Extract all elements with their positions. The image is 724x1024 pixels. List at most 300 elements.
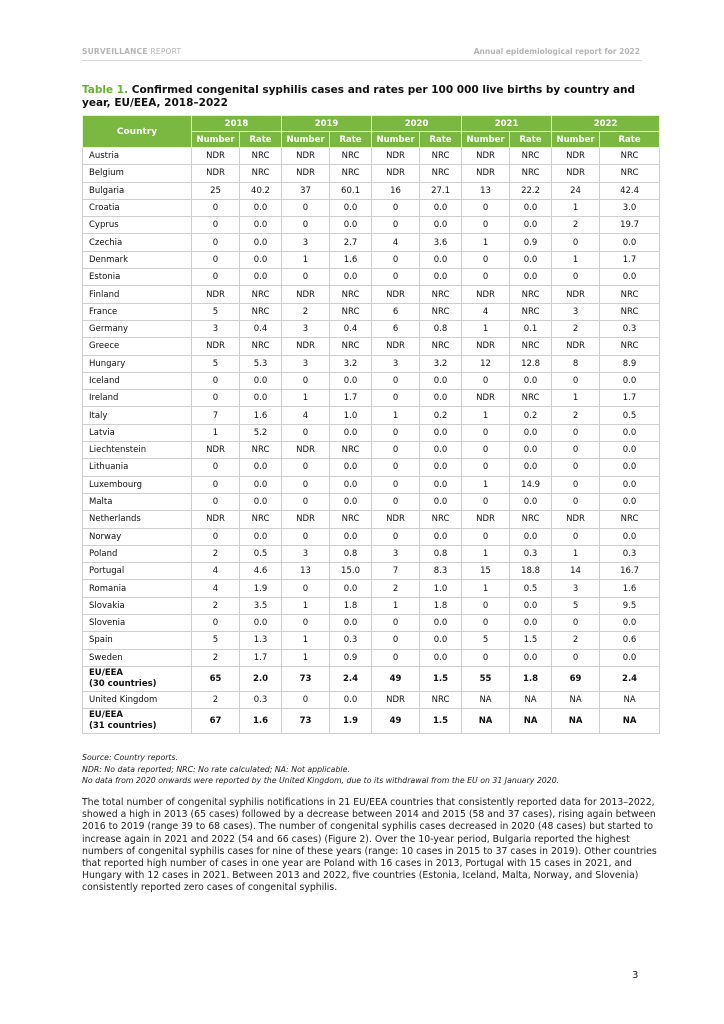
rate-cell: 8.9 bbox=[600, 355, 660, 372]
rate-cell: 15.0 bbox=[330, 563, 372, 580]
number-cell: 0 bbox=[372, 217, 420, 234]
number-cell: NDR bbox=[282, 286, 330, 303]
country-cell bbox=[83, 666, 192, 691]
table-caption bbox=[82, 84, 642, 110]
rate-cell: NRC bbox=[600, 338, 660, 355]
rate-cell: 0.0 bbox=[510, 597, 552, 614]
rate-cell: 0.0 bbox=[600, 269, 660, 286]
country-cell: France bbox=[83, 303, 192, 320]
rate-cell: NRC bbox=[330, 511, 372, 528]
number-cell: 0 bbox=[372, 199, 420, 216]
number-cell: 0 bbox=[372, 528, 420, 545]
rate-cell: 0.0 bbox=[330, 615, 372, 632]
rate-cell: 22.2 bbox=[510, 182, 552, 199]
country-cell: Hungary bbox=[83, 355, 192, 372]
rate-cell: 1.5 bbox=[420, 666, 462, 691]
rate-cell: 0.0 bbox=[510, 251, 552, 268]
rate-subheader: Rate bbox=[420, 132, 462, 148]
number-cell: NDR bbox=[462, 390, 510, 407]
country-cell: Denmark bbox=[83, 251, 192, 268]
country-cell: Sweden bbox=[83, 649, 192, 666]
year-header: 2022 bbox=[552, 116, 660, 132]
rate-cell: 0.8 bbox=[420, 545, 462, 562]
rate-cell: NRC bbox=[420, 303, 462, 320]
rate-cell: 0.0 bbox=[240, 615, 282, 632]
rate-cell: 0.0 bbox=[510, 199, 552, 216]
table-row bbox=[83, 251, 660, 268]
page-number: 3 bbox=[632, 970, 639, 981]
number-cell: 49 bbox=[372, 666, 420, 691]
number-cell: 0 bbox=[372, 476, 420, 493]
number-cell: 0 bbox=[372, 442, 420, 459]
number-cell: NDR bbox=[462, 165, 510, 182]
rate-cell: 0.0 bbox=[240, 199, 282, 216]
year-header: 2020 bbox=[372, 116, 462, 132]
number-cell: NA bbox=[552, 691, 600, 708]
number-cell: NDR bbox=[282, 148, 330, 165]
country-cell: Iceland bbox=[83, 372, 192, 389]
country-cell: Belgium bbox=[83, 165, 192, 182]
rate-cell: 0.0 bbox=[240, 493, 282, 510]
number-cell: 0 bbox=[462, 528, 510, 545]
total-row bbox=[83, 709, 660, 734]
number-cell: 15 bbox=[462, 563, 510, 580]
table-row bbox=[83, 338, 660, 355]
number-cell: NA bbox=[462, 709, 510, 734]
rate-cell: NRC bbox=[600, 303, 660, 320]
country-cell: Italy bbox=[83, 407, 192, 424]
number-cell: NDR bbox=[282, 338, 330, 355]
rate-cell: 0.0 bbox=[510, 459, 552, 476]
rate-cell: NRC bbox=[510, 165, 552, 182]
country-cell: Croatia bbox=[83, 199, 192, 216]
number-cell: NDR bbox=[192, 286, 240, 303]
rate-cell: NRC bbox=[600, 165, 660, 182]
table-row bbox=[83, 199, 660, 216]
number-cell: 6 bbox=[372, 320, 420, 337]
rate-cell: 1.7 bbox=[600, 251, 660, 268]
number-cell: 0 bbox=[462, 251, 510, 268]
number-cell: 0 bbox=[282, 459, 330, 476]
number-cell: 2 bbox=[552, 320, 600, 337]
number-cell: 4 bbox=[462, 303, 510, 320]
table-row bbox=[83, 390, 660, 407]
number-cell: 1 bbox=[462, 407, 510, 424]
rate-cell: 0.0 bbox=[600, 493, 660, 510]
rate-cell: 3.2 bbox=[420, 355, 462, 372]
number-cell: 0 bbox=[462, 424, 510, 441]
number-cell: 14 bbox=[552, 563, 600, 580]
number-cell: 4 bbox=[282, 407, 330, 424]
rate-cell: NRC bbox=[510, 390, 552, 407]
number-cell: 1 bbox=[282, 390, 330, 407]
number-cell: 67 bbox=[192, 709, 240, 734]
rate-cell: 0.0 bbox=[240, 528, 282, 545]
rate-cell: 0.0 bbox=[420, 528, 462, 545]
table-caption-label: Table 1. bbox=[82, 84, 129, 96]
source-note: Source: Country reports. bbox=[82, 753, 179, 762]
number-cell: 0 bbox=[372, 269, 420, 286]
rate-cell: NRC bbox=[330, 442, 372, 459]
number-cell: 0 bbox=[192, 493, 240, 510]
number-cell: 0 bbox=[552, 269, 600, 286]
number-cell: 0 bbox=[552, 424, 600, 441]
number-cell: 13 bbox=[282, 563, 330, 580]
rate-cell: 0.0 bbox=[420, 442, 462, 459]
rate-cell: 1.6 bbox=[240, 407, 282, 424]
country-cell: Austria bbox=[83, 148, 192, 165]
rate-cell: 0.0 bbox=[600, 372, 660, 389]
rate-cell: 1.9 bbox=[240, 580, 282, 597]
country-cell bbox=[83, 709, 192, 734]
number-cell: 0 bbox=[372, 251, 420, 268]
number-cell: 0 bbox=[192, 476, 240, 493]
rate-cell: NRC bbox=[330, 303, 372, 320]
table-row bbox=[83, 355, 660, 372]
number-cell: 0 bbox=[552, 234, 600, 251]
rate-cell: 5.3 bbox=[240, 355, 282, 372]
report-type-bold: SURVEILLANCE bbox=[82, 47, 148, 56]
number-cell: 4 bbox=[192, 563, 240, 580]
rate-cell: 3.5 bbox=[240, 597, 282, 614]
number-cell: 0 bbox=[462, 615, 510, 632]
rate-cell: 0.0 bbox=[510, 649, 552, 666]
number-cell: 73 bbox=[282, 666, 330, 691]
number-cell: 3 bbox=[552, 580, 600, 597]
rate-cell: 0.0 bbox=[510, 269, 552, 286]
rate-cell: 0.0 bbox=[510, 424, 552, 441]
number-cell: NDR bbox=[192, 165, 240, 182]
year-header: 2021 bbox=[462, 116, 552, 132]
number-cell: 0 bbox=[192, 459, 240, 476]
number-cell: NDR bbox=[282, 511, 330, 528]
table-row bbox=[83, 407, 660, 424]
rate-cell: 1.8 bbox=[330, 597, 372, 614]
abbreviations-note: NDR: No data reported; NRC: No rate calculated; NA: Not applicable. bbox=[82, 764, 350, 774]
number-cell: 55 bbox=[462, 666, 510, 691]
number-cell: 0 bbox=[282, 476, 330, 493]
number-cell: 0 bbox=[552, 372, 600, 389]
number-cell: 1 bbox=[462, 234, 510, 251]
rate-cell: NRC bbox=[510, 303, 552, 320]
number-cell: 2 bbox=[192, 691, 240, 708]
rate-cell: 8.3 bbox=[420, 563, 462, 580]
rate-cell: 0.0 bbox=[420, 217, 462, 234]
rate-cell: 1.3 bbox=[240, 632, 282, 649]
number-cell: 0 bbox=[462, 459, 510, 476]
rate-cell: 0.0 bbox=[420, 459, 462, 476]
rate-cell: 0.9 bbox=[330, 649, 372, 666]
country-cell: Slovenia bbox=[83, 615, 192, 632]
rate-cell: 14.9 bbox=[510, 476, 552, 493]
rate-cell: 0.0 bbox=[240, 217, 282, 234]
number-cell: 2 bbox=[552, 217, 600, 234]
number-cell: 0 bbox=[282, 615, 330, 632]
number-cell: 0 bbox=[192, 269, 240, 286]
rate-cell: 0.1 bbox=[510, 320, 552, 337]
number-subheader: Number bbox=[192, 132, 240, 148]
number-cell: 2 bbox=[552, 407, 600, 424]
table-row bbox=[83, 217, 660, 234]
country-cell: Romania bbox=[83, 580, 192, 597]
rate-cell: 0.0 bbox=[510, 528, 552, 545]
number-cell: 1 bbox=[552, 390, 600, 407]
number-cell: 49 bbox=[372, 709, 420, 734]
country-cell: United Kingdom bbox=[83, 691, 192, 708]
table-row bbox=[83, 182, 660, 199]
number-cell: 2 bbox=[282, 303, 330, 320]
rate-cell: 0.3 bbox=[240, 691, 282, 708]
rate-cell: NRC bbox=[600, 511, 660, 528]
number-cell: 5 bbox=[462, 632, 510, 649]
rate-cell: 0.0 bbox=[330, 528, 372, 545]
number-cell: 0 bbox=[282, 199, 330, 216]
table-row bbox=[83, 442, 660, 459]
number-cell: 0 bbox=[552, 528, 600, 545]
country-cell: Portugal bbox=[83, 563, 192, 580]
country-cell: Latvia bbox=[83, 424, 192, 441]
number-cell: 1 bbox=[552, 199, 600, 216]
number-cell: 1 bbox=[192, 424, 240, 441]
number-cell: NDR bbox=[192, 338, 240, 355]
number-cell: NDR bbox=[192, 148, 240, 165]
number-cell: 7 bbox=[192, 407, 240, 424]
country-cell: Slovakia bbox=[83, 597, 192, 614]
number-cell: 1 bbox=[282, 649, 330, 666]
country-cell: Cyprus bbox=[83, 217, 192, 234]
number-cell: NA bbox=[552, 709, 600, 734]
rate-cell: NRC bbox=[510, 148, 552, 165]
number-cell: 2 bbox=[192, 597, 240, 614]
table-row bbox=[83, 424, 660, 441]
rate-cell: NRC bbox=[420, 165, 462, 182]
rate-cell: 1.0 bbox=[420, 580, 462, 597]
number-cell: 1 bbox=[462, 580, 510, 597]
rate-cell: 0.0 bbox=[510, 372, 552, 389]
rate-cell: NRC bbox=[420, 286, 462, 303]
country-cell: Lithuania bbox=[83, 459, 192, 476]
number-cell: NDR bbox=[552, 148, 600, 165]
number-cell: 0 bbox=[372, 615, 420, 632]
country-cell: Czechia bbox=[83, 234, 192, 251]
table-row bbox=[83, 286, 660, 303]
rate-cell: NA bbox=[510, 709, 552, 734]
country-count-line: (31 countries) bbox=[89, 721, 157, 732]
number-cell: 0 bbox=[282, 217, 330, 234]
rate-cell: 0.0 bbox=[330, 691, 372, 708]
rate-cell: 27.1 bbox=[420, 182, 462, 199]
rate-cell: NRC bbox=[240, 442, 282, 459]
rate-cell: 3.0 bbox=[600, 199, 660, 216]
rate-cell: NA bbox=[600, 691, 660, 708]
header-rule bbox=[82, 60, 642, 61]
number-cell: 0 bbox=[372, 632, 420, 649]
number-cell: 0 bbox=[462, 217, 510, 234]
number-cell: 2 bbox=[552, 632, 600, 649]
number-cell: NDR bbox=[192, 511, 240, 528]
number-cell: 0 bbox=[462, 493, 510, 510]
rate-cell: 0.0 bbox=[420, 199, 462, 216]
number-cell: 0 bbox=[552, 649, 600, 666]
table-row bbox=[83, 511, 660, 528]
country-cell: Malta bbox=[83, 493, 192, 510]
table-row bbox=[83, 615, 660, 632]
country-cell: Bulgaria bbox=[83, 182, 192, 199]
country-cell: Liechtenstein bbox=[83, 442, 192, 459]
country-cell: Netherlands bbox=[83, 511, 192, 528]
rate-cell: 0.0 bbox=[420, 372, 462, 389]
year-header: 2018 bbox=[192, 116, 282, 132]
rate-cell: 0.0 bbox=[330, 217, 372, 234]
rate-cell: 0.0 bbox=[330, 580, 372, 597]
rate-subheader: Rate bbox=[600, 132, 660, 148]
number-cell: 0 bbox=[192, 234, 240, 251]
number-cell: 1 bbox=[372, 407, 420, 424]
year-header: 2019 bbox=[282, 116, 372, 132]
rate-cell: 0.4 bbox=[240, 320, 282, 337]
rate-cell: 0.6 bbox=[600, 632, 660, 649]
number-cell: 5 bbox=[192, 303, 240, 320]
table-row bbox=[83, 691, 660, 708]
number-cell: 0 bbox=[552, 615, 600, 632]
rate-cell: 2.4 bbox=[330, 666, 372, 691]
number-cell: NDR bbox=[372, 286, 420, 303]
number-cell: 37 bbox=[282, 182, 330, 199]
number-cell: 3 bbox=[372, 545, 420, 562]
rate-cell: 1.0 bbox=[330, 407, 372, 424]
rate-cell: 0.4 bbox=[330, 320, 372, 337]
page-header bbox=[82, 45, 642, 61]
table-body bbox=[83, 148, 660, 734]
number-cell: 0 bbox=[372, 372, 420, 389]
rate-cell: 0.0 bbox=[420, 269, 462, 286]
number-cell: 0 bbox=[462, 372, 510, 389]
number-cell: NDR bbox=[372, 511, 420, 528]
number-cell: 0 bbox=[372, 390, 420, 407]
country-cell: Poland bbox=[83, 545, 192, 562]
rate-cell: 0.0 bbox=[420, 649, 462, 666]
table-row bbox=[83, 528, 660, 545]
rate-cell: 0.0 bbox=[330, 269, 372, 286]
rate-cell: 0.0 bbox=[330, 493, 372, 510]
number-cell: 4 bbox=[192, 580, 240, 597]
country-cell: Norway bbox=[83, 528, 192, 545]
rate-cell: 0.0 bbox=[420, 493, 462, 510]
number-cell: NDR bbox=[552, 338, 600, 355]
country-name-line: EU/EEA bbox=[89, 667, 124, 678]
number-cell: 73 bbox=[282, 709, 330, 734]
number-cell: 7 bbox=[372, 563, 420, 580]
rate-cell: 0.0 bbox=[330, 199, 372, 216]
rate-cell: 1.7 bbox=[240, 649, 282, 666]
rate-cell: 0.0 bbox=[420, 476, 462, 493]
number-cell: 0 bbox=[192, 528, 240, 545]
table-row bbox=[83, 632, 660, 649]
rate-cell: NRC bbox=[420, 691, 462, 708]
country-cell: Finland bbox=[83, 286, 192, 303]
rate-cell: NA bbox=[510, 691, 552, 708]
number-cell: 5 bbox=[552, 597, 600, 614]
number-cell: 5 bbox=[192, 632, 240, 649]
rate-subheader: Rate bbox=[330, 132, 372, 148]
rate-cell: NRC bbox=[600, 286, 660, 303]
rate-cell: 0.0 bbox=[510, 493, 552, 510]
number-cell: 1 bbox=[462, 476, 510, 493]
rate-cell: 1.8 bbox=[420, 597, 462, 614]
number-cell: 0 bbox=[192, 217, 240, 234]
rate-cell: 1.5 bbox=[510, 632, 552, 649]
rate-cell: 0.5 bbox=[510, 580, 552, 597]
rate-cell: 1.6 bbox=[330, 251, 372, 268]
number-cell: 0 bbox=[372, 424, 420, 441]
report-title: Annual epidemiological report for 2022 bbox=[473, 47, 640, 56]
table-row bbox=[83, 649, 660, 666]
number-cell: 0 bbox=[372, 459, 420, 476]
rate-cell: 5.2 bbox=[240, 424, 282, 441]
number-cell: 3 bbox=[192, 320, 240, 337]
number-cell: 3 bbox=[282, 234, 330, 251]
number-cell: NDR bbox=[372, 338, 420, 355]
table-row bbox=[83, 563, 660, 580]
number-cell: 0 bbox=[282, 528, 330, 545]
rate-cell: NRC bbox=[420, 511, 462, 528]
rate-cell: 0.3 bbox=[510, 545, 552, 562]
rate-cell: 1.8 bbox=[510, 666, 552, 691]
rate-cell: 42.4 bbox=[600, 182, 660, 199]
rate-cell: 0.0 bbox=[330, 476, 372, 493]
number-subheader: Number bbox=[372, 132, 420, 148]
number-cell: 12 bbox=[462, 355, 510, 372]
rate-cell: 0.5 bbox=[600, 407, 660, 424]
number-cell: 0 bbox=[552, 493, 600, 510]
number-cell: 4 bbox=[372, 234, 420, 251]
number-cell: 1 bbox=[552, 251, 600, 268]
rate-cell: NRC bbox=[330, 148, 372, 165]
rate-cell: 0.0 bbox=[600, 234, 660, 251]
rate-cell: 0.0 bbox=[240, 476, 282, 493]
rate-cell: 4.6 bbox=[240, 563, 282, 580]
rate-cell: 9.5 bbox=[600, 597, 660, 614]
number-cell: 0 bbox=[282, 424, 330, 441]
number-cell: 3 bbox=[372, 355, 420, 372]
rate-cell: 2.0 bbox=[240, 666, 282, 691]
rate-cell: 0.0 bbox=[510, 615, 552, 632]
number-cell: NA bbox=[462, 691, 510, 708]
rate-cell: 3.2 bbox=[330, 355, 372, 372]
rate-cell: 0.0 bbox=[600, 459, 660, 476]
rate-cell: 0.0 bbox=[600, 615, 660, 632]
rate-cell: 0.0 bbox=[600, 528, 660, 545]
rate-cell: 12.8 bbox=[510, 355, 552, 372]
number-cell: 3 bbox=[282, 355, 330, 372]
table-row bbox=[83, 580, 660, 597]
rate-cell: 0.0 bbox=[600, 424, 660, 441]
rate-cell: 0.0 bbox=[240, 269, 282, 286]
rate-cell: 0.0 bbox=[330, 459, 372, 476]
table-caption-text: Confirmed congenital syphilis cases and rates per 100 000 live births by country and year, EU/EEA, 2018–2022 bbox=[82, 84, 636, 109]
rate-cell: 0.0 bbox=[420, 424, 462, 441]
rate-cell: 0.0 bbox=[240, 390, 282, 407]
rate-cell: NRC bbox=[240, 303, 282, 320]
number-cell: NDR bbox=[462, 148, 510, 165]
number-cell: 1 bbox=[552, 545, 600, 562]
table-notes bbox=[82, 752, 652, 787]
number-cell: 25 bbox=[192, 182, 240, 199]
number-cell: 0 bbox=[462, 649, 510, 666]
report-type-light: REPORT bbox=[150, 47, 182, 56]
country-count-line: (30 countries) bbox=[89, 678, 157, 689]
table-row bbox=[83, 165, 660, 182]
